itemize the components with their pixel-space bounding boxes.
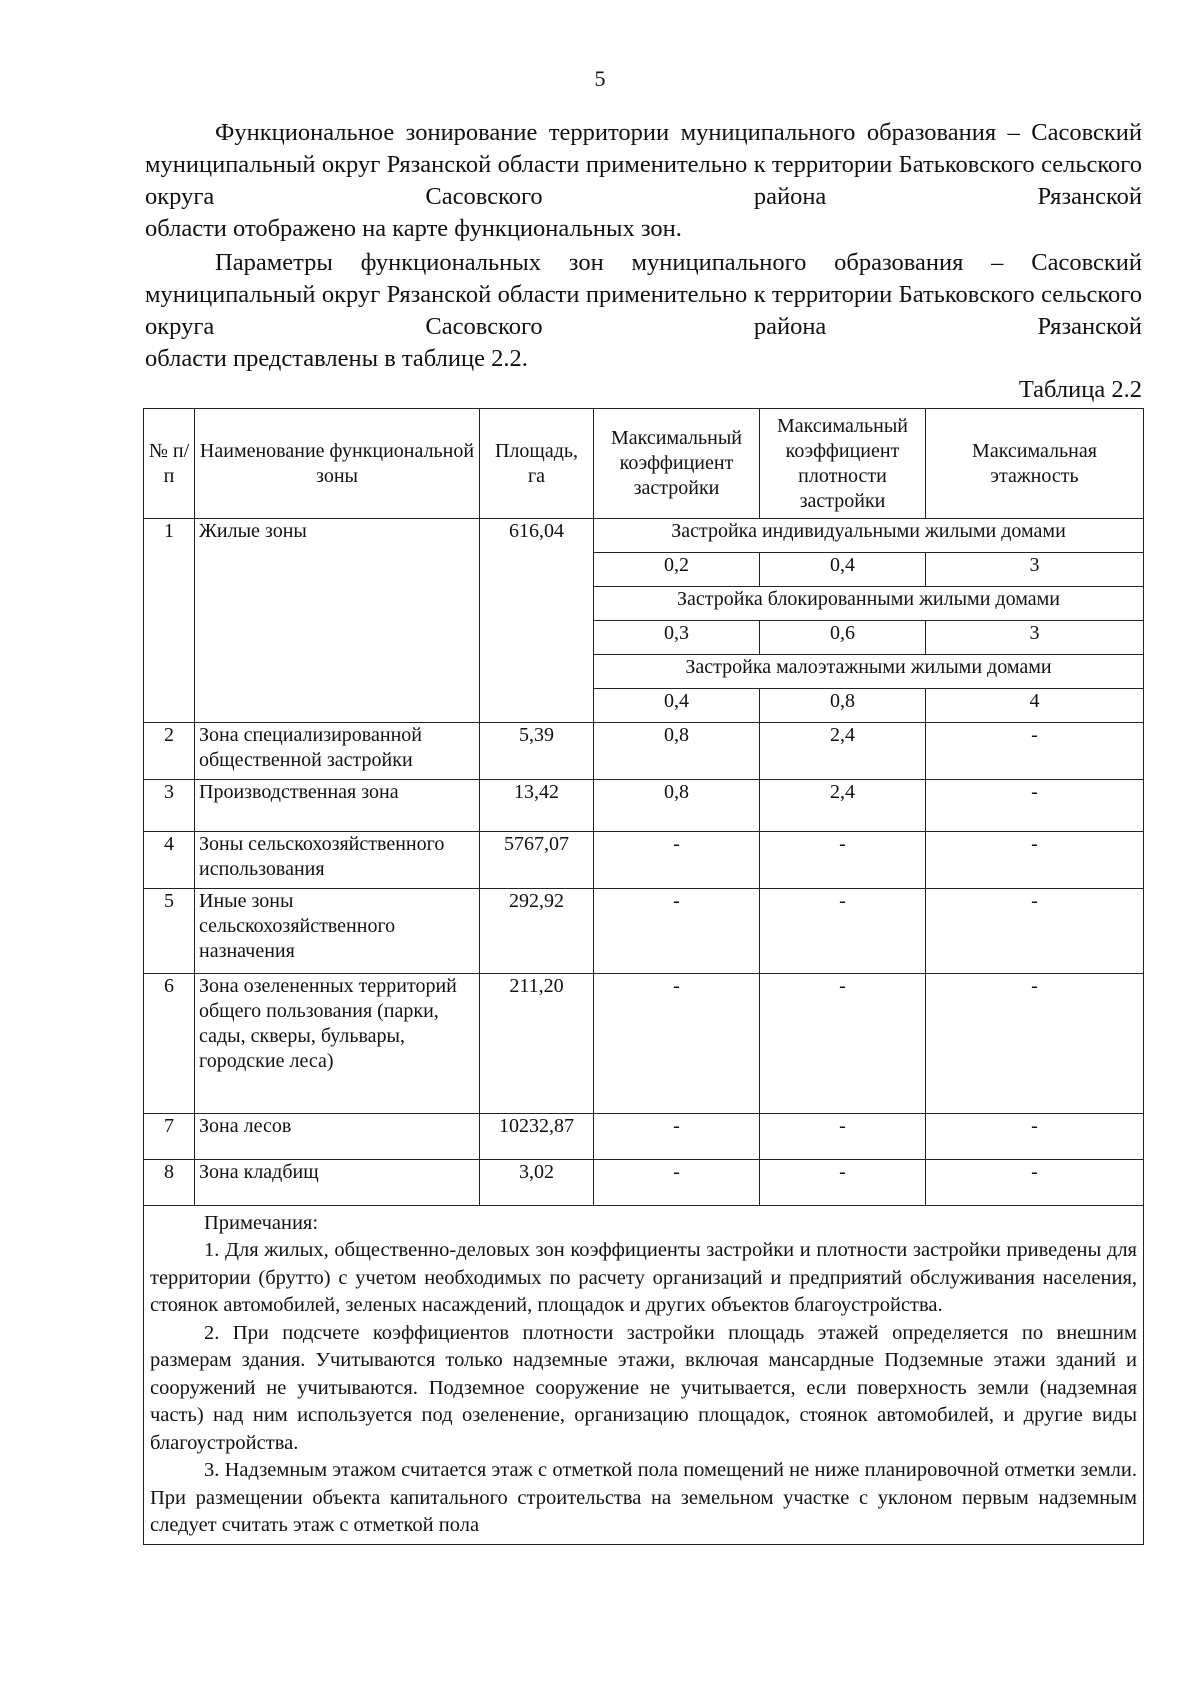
paragraph-zone-parameters [145, 247, 1142, 375]
cell-k-build: - [594, 832, 760, 889]
paragraph-line: к территории Батьковского сельского округа Сасовского района Рязанской [145, 151, 1142, 210]
cell-num: 3 [144, 780, 195, 832]
cell-floors: - [926, 889, 1144, 974]
header-name: Наименование функциональной зоны [195, 409, 480, 519]
cell-name: Жилые зоны [195, 519, 480, 723]
cell-k-build: - [594, 1114, 760, 1160]
paragraph-zoning-map [145, 117, 1142, 245]
cell-k-build: 0,3 [594, 621, 760, 655]
cell-area: 616,04 [480, 519, 594, 723]
cell-area: 13,42 [480, 780, 594, 832]
notes-title: Примечания: [204, 1212, 319, 1234]
subgroup-title: Застройка блокированными жилыми домами [594, 587, 1144, 621]
cell-name: Зона специализированной общественной застройки [195, 723, 480, 780]
cell-k-build: - [594, 1160, 760, 1206]
cell-floors: 3 [926, 553, 1144, 587]
note-item: 2. При подсчете коэффициентов плотности застройки площадь этажей определяется по внешним размерам здания. Учитываются только надземные этажи, включая мансардные Подземные этажи зданий и сооружений не учитываются. Подземное сооружение не учитывается, если поверхность земли (надземная часть) над ним используется под озеленение, организацию площадок, стоянок автомобилей, и другие виды благоустройства. [150, 1321, 1137, 1454]
cell-name: Иные зоны сельскохозяйственного назначения [195, 889, 480, 974]
notes-row [144, 1206, 1144, 1545]
table-row [144, 1114, 1144, 1160]
cell-k-density: 0,8 [760, 689, 926, 723]
cell-num: 4 [144, 832, 195, 889]
table-row [144, 780, 1144, 832]
cell-k-build: 0,2 [594, 553, 760, 587]
cell-floors: - [926, 1160, 1144, 1206]
subgroup-title: Застройка малоэтажными жилыми домами [594, 655, 1144, 689]
paragraph-line: Параметры функциональных зон муниципального образования – [215, 249, 1004, 276]
cell-name: Зона озелененных территорий общего пользования (парки, сады, скверы, бульвары, городские леса) [195, 974, 480, 1114]
cell-num: 2 [144, 723, 195, 780]
cell-num: 7 [144, 1114, 195, 1160]
cell-k-build: 0,4 [594, 689, 760, 723]
paragraph-line: Сасовский муниципальный округ Рязанской области применительно [145, 119, 1143, 178]
header-num: № п/п [144, 409, 195, 519]
cell-floors: - [926, 780, 1144, 832]
table-row [144, 723, 1144, 780]
cell-area: 5,39 [480, 723, 594, 780]
cell-k-density: - [760, 1114, 926, 1160]
cell-area: 3,02 [480, 1160, 594, 1206]
cell-k-density: - [760, 832, 926, 889]
cell-k-density: - [760, 1160, 926, 1206]
cell-name: Зона кладбищ [195, 1160, 480, 1206]
header-floors: Максимальная этажность [926, 409, 1144, 519]
cell-num: 6 [144, 974, 195, 1114]
note-item: 3. Надземным этажом считается этаж с отметкой пола помещений не ниже планировочной отметки земли. При размещении объекта капитального строительства на земельном участке с уклоном первым надземным следует считать этаж с отметкой пола [150, 1459, 1137, 1536]
paragraph-line: области представлены в таблице 2.2. [145, 345, 528, 372]
paragraph-line: Функциональное зонирование территории муниципального образования – [215, 119, 1020, 146]
table-header-row [144, 409, 1144, 519]
paragraph-line: области отображено на карте функциональных зон. [145, 215, 682, 242]
cell-k-density: 2,4 [760, 780, 926, 832]
cell-k-density: - [760, 974, 926, 1114]
paragraph-line: Сасовский муниципальный округ Рязанской области применительно [145, 249, 1142, 308]
notes-cell [144, 1206, 1144, 1545]
cell-k-density: 0,6 [760, 621, 926, 655]
cell-k-build: - [594, 974, 760, 1114]
subgroup-title: Застройка индивидуальными жилыми домами [594, 519, 1144, 553]
cell-floors: - [926, 723, 1144, 780]
page-number: 5 [594, 66, 606, 91]
table-row [144, 974, 1144, 1114]
header-k-build: Максимальный коэффициент застройки [594, 409, 760, 519]
table-row [144, 832, 1144, 889]
table-row [144, 889, 1144, 974]
note-item: 1. Для жилых, общественно-деловых зон коэффициенты застройки и плотности застройки приведены для территории (брутто) с учетом необходимых по расчету организаций и предприятий обслуживания населения, стоянок автомобилей, зеленых насаждений, площадок и других объектов благоустройства. [150, 1239, 1137, 1316]
cell-area: 5767,07 [480, 832, 594, 889]
cell-floors: 3 [926, 621, 1144, 655]
cell-area: 211,20 [480, 974, 594, 1114]
cell-floors: - [926, 1114, 1144, 1160]
cell-name: Зоны сельскохозяйственного использования [195, 832, 480, 889]
table-caption: Таблица 2.2 [1018, 376, 1142, 403]
cell-num: 8 [144, 1160, 195, 1206]
cell-name: Зона лесов [195, 1114, 480, 1160]
cell-area: 10232,87 [480, 1114, 594, 1160]
cell-area: 292,92 [480, 889, 594, 974]
cell-k-build: 0,8 [594, 780, 760, 832]
cell-k-density: 0,4 [760, 553, 926, 587]
cell-k-density: - [760, 889, 926, 974]
cell-k-build: 0,8 [594, 723, 760, 780]
table-row [144, 1160, 1144, 1206]
cell-floors: 4 [926, 689, 1144, 723]
cell-k-build: - [594, 889, 760, 974]
zones-table [143, 408, 1144, 1545]
cell-name: Производственная зона [195, 780, 480, 832]
cell-floors: - [926, 974, 1144, 1114]
header-k-density: Максимальный коэффициент плотности застройки [760, 409, 926, 519]
cell-num: 5 [144, 889, 195, 974]
table-row [144, 519, 1144, 553]
cell-floors: - [926, 832, 1144, 889]
paragraph-line: к территории Батьковского сельского округа Сасовского района Рязанской [145, 281, 1142, 340]
cell-k-density: 2,4 [760, 723, 926, 780]
header-area: Площадь, га [480, 409, 594, 519]
cell-num: 1 [144, 519, 195, 723]
